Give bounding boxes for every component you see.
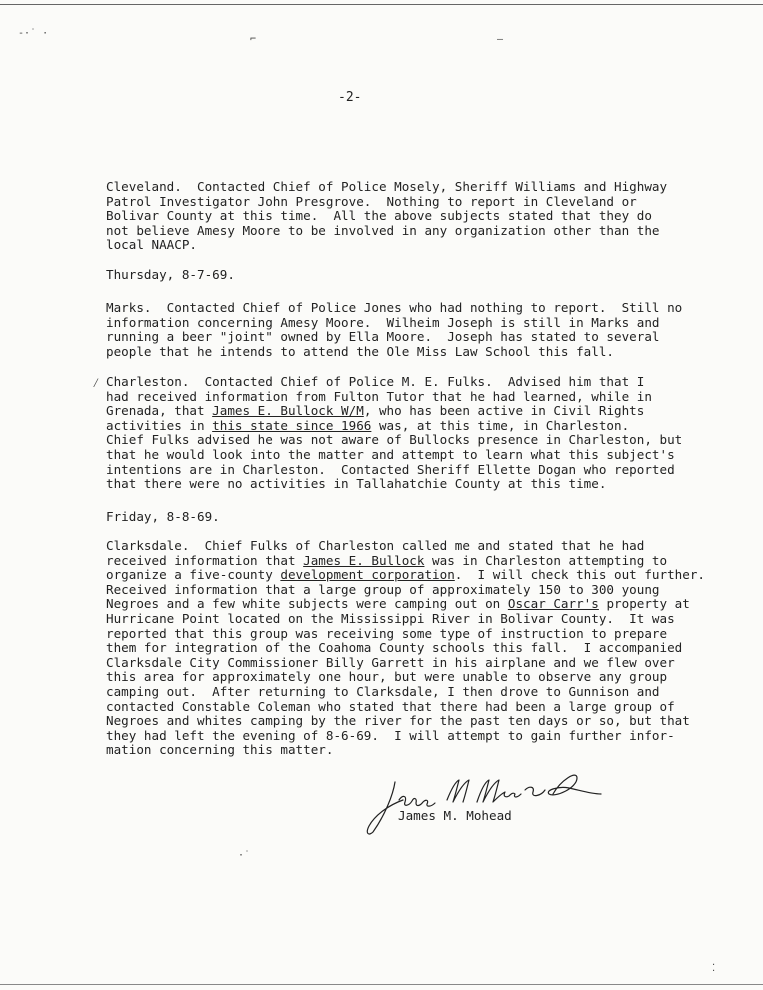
date-heading <box>106 268 746 283</box>
scan-mark: ·˙ <box>238 850 251 861</box>
underlined-name: Oscar Carr's <box>507 596 599 612</box>
text-line: Charleston. Contacted Chief of Police M. E. Fulks. Advised him that I <box>106 374 645 389</box>
text-line: Hurricane Point located on the Mississippi River in Bolivar County. It was <box>106 610 675 626</box>
text-segment: Grenada, that <box>106 403 213 419</box>
text-line: Cleveland. Contacted Chief of Police Mosely, Sheriff Williams and Highway <box>106 179 668 194</box>
text-line: intentions are in Charleston. Contacted Sheriff Ellette Dogan who reported <box>106 461 675 477</box>
text-line: Negroes and whites camping by the river for the past ten days or so, but that <box>106 713 690 729</box>
text-line: mation concerning this matter. <box>106 742 334 758</box>
bottom-border <box>0 984 763 985</box>
text-segment: was in Charleston attempting to <box>424 552 668 568</box>
text-line: Patrol Investigator John Presgrove. Nothing to report in Cleveland or <box>106 193 637 209</box>
text-line: this area for approximately one hour, but were unable to observe any group <box>106 669 668 685</box>
scan-mark: – <box>497 34 504 45</box>
text-segment: property at <box>598 596 690 612</box>
text-segment: activities in <box>106 417 213 433</box>
text-line <box>106 597 746 612</box>
text-line: Clarksdale. Chief Fulks of Charleston called me and stated that he had <box>106 538 645 553</box>
text-line: they had left the evening of 8-6-69. I will attempt to gain further infor- <box>106 727 675 743</box>
text-line: information concerning Amesy Moore. Wilheim Joseph is still in Marks and <box>106 314 660 330</box>
text-line <box>106 554 746 569</box>
text-line: Clarksdale City Commissioner Billy Garrett in his airplane and we flew over <box>106 654 675 670</box>
text-line: that he would look into the matter and attempt to learn what this subject's <box>106 446 675 462</box>
text-line: had received information from Fulton Tutor that he had learned, while in <box>106 388 652 404</box>
text-line: running a beer "joint" owned by Ella Moore. Joseph has stated to several <box>106 329 660 345</box>
signature-name: James M. Mohead <box>398 808 512 823</box>
text-segment: , who has been active in Civil Rights <box>363 403 645 419</box>
text-line: that there were no activities in Tallahatchie County at this time. <box>106 476 607 492</box>
text-line <box>106 404 746 419</box>
text-line: not believe Amesy Moore to be involved in any organization other than the <box>106 222 660 238</box>
text-segment: Negroes and a few white subjects were camping out on <box>106 596 508 612</box>
underlined-phrase: this state since 1966 <box>212 417 372 433</box>
text-segment: organize a five-county <box>106 567 281 583</box>
text-line: camping out. After returning to Clarksdale, I then drove to Gunnison and <box>106 683 660 699</box>
text-line <box>106 419 746 434</box>
underlined-name: James E. Bullock <box>303 552 425 568</box>
paragraph-clarksdale <box>106 539 746 758</box>
date-heading <box>106 510 746 525</box>
date-thursday: Thursday, 8-7-69. <box>106 267 235 282</box>
text-segment: was, at this time, in Charleston. <box>371 417 630 433</box>
underlined-phrase: development corporation <box>280 567 455 583</box>
handwritten-signature <box>355 760 605 840</box>
paragraph-cleveland <box>106 180 746 253</box>
page-number: -2- <box>338 90 362 105</box>
text-line: local NAACP. <box>106 237 197 253</box>
text-line: people that he intends to attend the Ole Miss Law School this fall. <box>106 343 614 359</box>
paragraph-marks <box>106 301 746 359</box>
scan-mark: -·˙ · <box>18 28 49 39</box>
text-segment: received information that <box>106 552 304 568</box>
date-friday: Friday, 8-8-69. <box>106 509 220 524</box>
text-line: them for integration of the Coahoma County schools this fall. I accompanied <box>106 640 683 656</box>
margin-checkmark: ⁄ <box>92 376 100 391</box>
top-border <box>0 4 763 5</box>
underlined-name: James E. Bullock W/M <box>212 403 364 419</box>
text-line: Received information that a large group of approximately 150 to 300 young <box>106 581 660 597</box>
text-line: Chief Fulks advised he was not aware of Bullocks presence in Charleston, but <box>106 432 683 448</box>
scan-mark: ⁚ <box>712 963 716 974</box>
text-line: contacted Constable Coleman who stated that there had been a large group of <box>106 698 675 714</box>
scan-mark: ⌐ <box>250 34 257 45</box>
text-line: reported that this group was receiving some type of instruction to prepare <box>106 625 668 641</box>
paragraph-charleston <box>106 375 746 492</box>
text-line: Bolivar County at this time. All the above subjects stated that they do <box>106 208 652 224</box>
text-line <box>106 568 746 583</box>
text-line: Marks. Contacted Chief of Police Jones who had nothing to report. Still no <box>106 300 683 315</box>
text-segment: . I will check this out further. <box>454 567 705 583</box>
